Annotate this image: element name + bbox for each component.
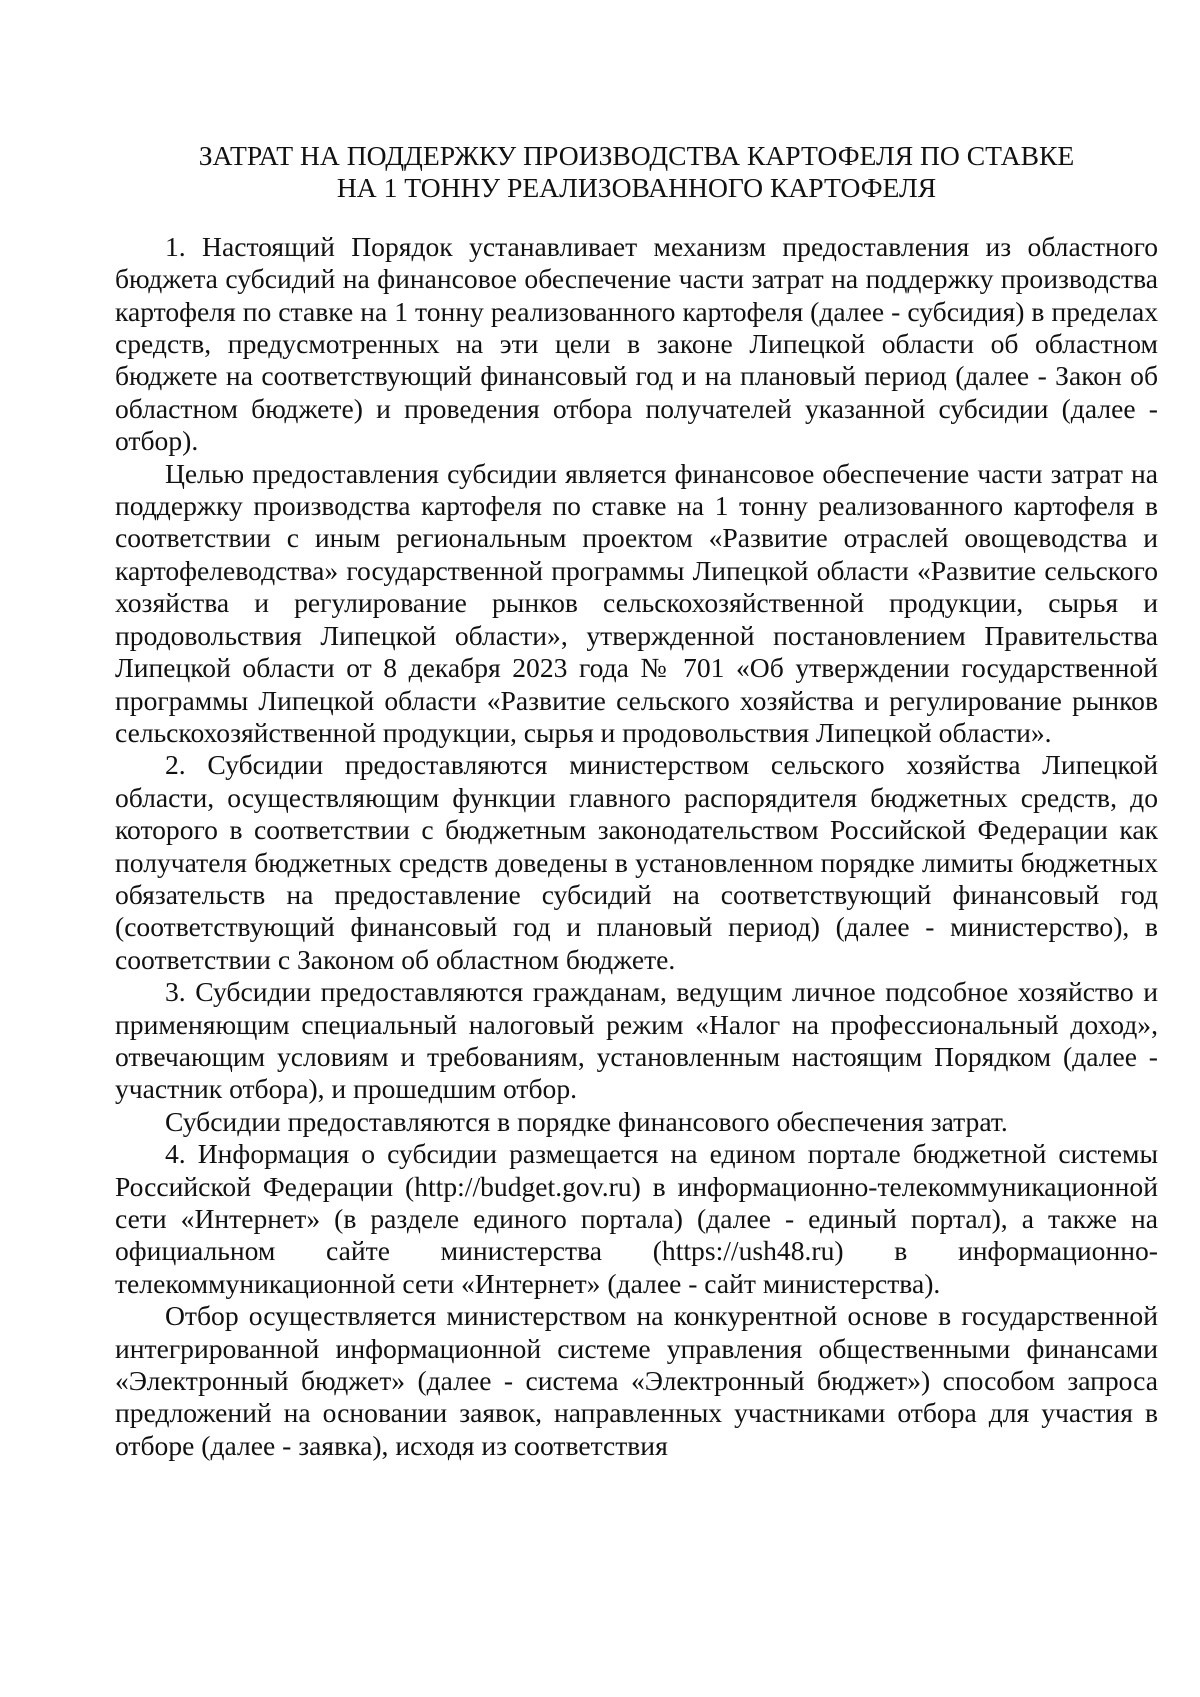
paragraph-purpose: Целью предоставления субсидии является финансовое обеспечение части затрат на поддержку производства картофеля по ставке на 1 тонну реализованного картофеля в соответствии с иным региональным проектом «Развитие отраслей овощеводства и картофелеводства» государственной программы Липецкой области «Развитие сельского хозяйства и регулирование рынков сельскохозяйственной продукции, сырья и продовольствия Липецкой области», утвержденной постановлением Правительства Липецкой области от 8 декабря 2023 года № 701 «Об утверждении государственной программы Липецкой области «Развитие сельского хозяйства и регулирование рынков сельскохозяйственной продукции, сырья и продовольствия Липецкой области». (115, 457, 1158, 748)
paragraph-4: 4. Информация о субсидии размещается на едином портале бюджетной системы Российской Федерации (http://budget.gov.ru) в информационно-телекоммуникационной сети «Интернет» (в разделе единого портала) (далее - единый портал), а также на официальном сайте министерства (https://ush48.ru) в информационно-телекоммуникационной сети «Интернет» (далее - сайт министерства). (115, 1138, 1158, 1299)
paragraph-2: 2. Субсидии предоставляются министерством сельского хозяйства Липецкой области, осуществляющим функции главного распорядителя бюджетных средств, до которого в соответствии с бюджетным законодательством Российской Федерации как получателя бюджетных средств доведены в установленном порядке лимиты бюджетных обязательств на предоставление субсидий на соответствующий финансовый год (соответствующий финансовый год и плановый период) (далее - министерство), в соответствии с Законом об областном бюджете. (115, 749, 1158, 975)
paragraph-financing: Субсидии предоставляются в порядке финансового обеспечения затрат. (165, 1105, 1008, 1137)
document-page (115, 140, 1158, 1462)
title-line-1: ЗАТРАТ НА ПОДДЕРЖКУ ПРОИЗВОДСТВА КАРТОФЕЛЯ ПО СТАВКЕ (198, 140, 1075, 171)
title-line-2: НА 1 ТОННУ РЕАЛИЗОВАННОГО КАРТОФЕЛЯ (336, 172, 937, 204)
document-title (115, 140, 1158, 205)
paragraph-selection: Отбор осуществляется министерством на конкурентной основе в государственной интегрированной информационной системе управления общественными финансами «Электронный бюджет» (далее - система «Электронный бюджет») способом запроса предложений на основании заявок, направленных участниками отбора для участия в отборе (далее - заявка), исходя из соответствия (115, 1300, 1158, 1461)
paragraph-3: 3. Субсидии предоставляются гражданам, ведущим личное подсобное хозяйство и применяющим специальный налоговый режим «Налог на профессиональный доход», отвечающим условиям и требованиям, установленным настоящим Порядком (далее - участник отбора), и прошедшим отбор. (115, 976, 1158, 1105)
paragraph-1: 1. Настоящий Порядок устанавливает механизм предоставления из областного бюджета субсидий на финансовое обеспечение части затрат на поддержку производства картофеля по ставке на 1 тонну реализованного картофеля (далее - субсидия) в пределах средств, предусмотренных на эти цели в законе Липецкой области об областном бюджете на соответствующий финансовый год и на плановый период (далее - Закон об областном бюджете) и проведения отбора получателей указанной субсидии (далее - отбор). (115, 230, 1158, 457)
